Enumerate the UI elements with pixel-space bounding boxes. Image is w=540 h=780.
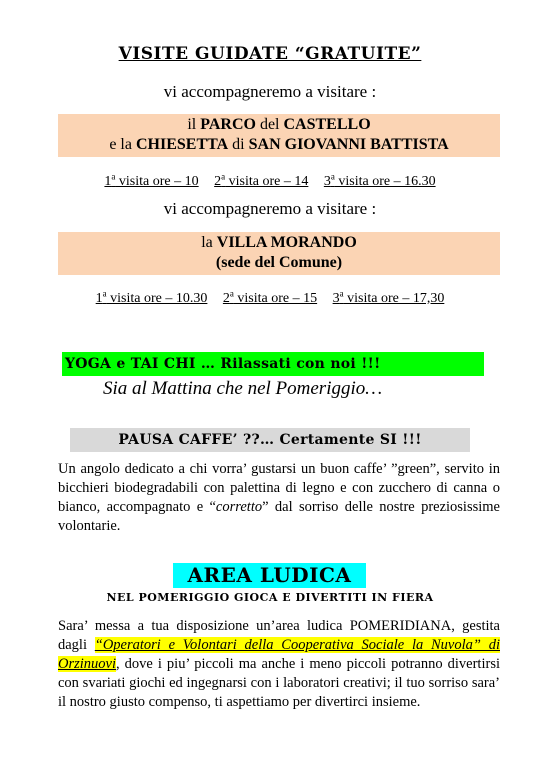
pausa-title: PAUSA CAFFE’ ??… Certamente SI !!! (70, 428, 470, 452)
time-1-3: 3$^a$ visita ore – 16.30 (323, 171, 436, 189)
yoga-subtitle: Sia al Mattina che nel Pomeriggio… (103, 378, 383, 399)
visite-title: VISITE GUIDATE “GRATUITE” (118, 44, 422, 64)
area-ludica-paragraph: Sara’ messa a tua disposizione un’area ludica POMERIDIANA, gestita dagli “Operatori e Volontari della Cooperativa Sociale la Nuvola” di Orzinuovi, dove i piu’ piccoli ma anche i meno piccoli potranno divertirsi con svariati giochi ed ingegnarsi con i laboratori creativi; il tuo sorriso sara’ il nostro giusto compenso, ti aspettiamo per divertirci insieme. (58, 618, 500, 710)
times-1 (0, 171, 540, 190)
time-1-1: 1$^a$ visita ore – 10 (104, 171, 199, 189)
yoga-title: YOGA e TAI CHI … Rilassati con noi !!! (62, 352, 484, 376)
place-1-line-1: il PARCO del CASTELLO (187, 116, 371, 133)
visite-intro-2: vi accompagneremo a visitare : (163, 199, 377, 218)
visite-intro-1: vi accompagneremo a visitare : (163, 82, 377, 101)
cooperativa-highlight: “Operatori e Volontari della Cooperativa Sociale la Nuvola” di Orzinuovi (58, 637, 500, 672)
place-2-line-2: (sede del Comune) (215, 254, 343, 271)
place-2-line-1: la VILLA MORANDO (201, 234, 357, 251)
time-2-3: 3$^a$ visita ore – 17,30 (332, 288, 445, 306)
area-ludica-title: AREA LUDICA (173, 563, 366, 588)
time-2-2: 2$^a$ visita ore – 15 (222, 288, 318, 306)
area-ludica-subtitle: NEL POMERIGGIO GIOCA E DIVERTITI IN FIERA (106, 591, 434, 604)
place-2-band (58, 232, 500, 275)
place-1-band (58, 114, 500, 157)
time-2-1: 1$^a$ visita ore – 10.30 (95, 288, 208, 306)
place-1-line-2: e la CHIESETTA di SAN GIOVANNI BATTISTA (109, 136, 449, 153)
pausa-paragraph: Un angolo dedicato a chi vorra’ gustarsi un buon caffe’ ”green”, servito in bicchieri biodegradabili con palettina di legno e con zucchero di canna o bianco, accompagnato e “corretto” dal sorriso delle nostre preziosissime volontarie. (58, 461, 500, 534)
time-1-2: 2$^a$ visita ore – 14 (214, 171, 309, 189)
times-2 (0, 288, 540, 307)
